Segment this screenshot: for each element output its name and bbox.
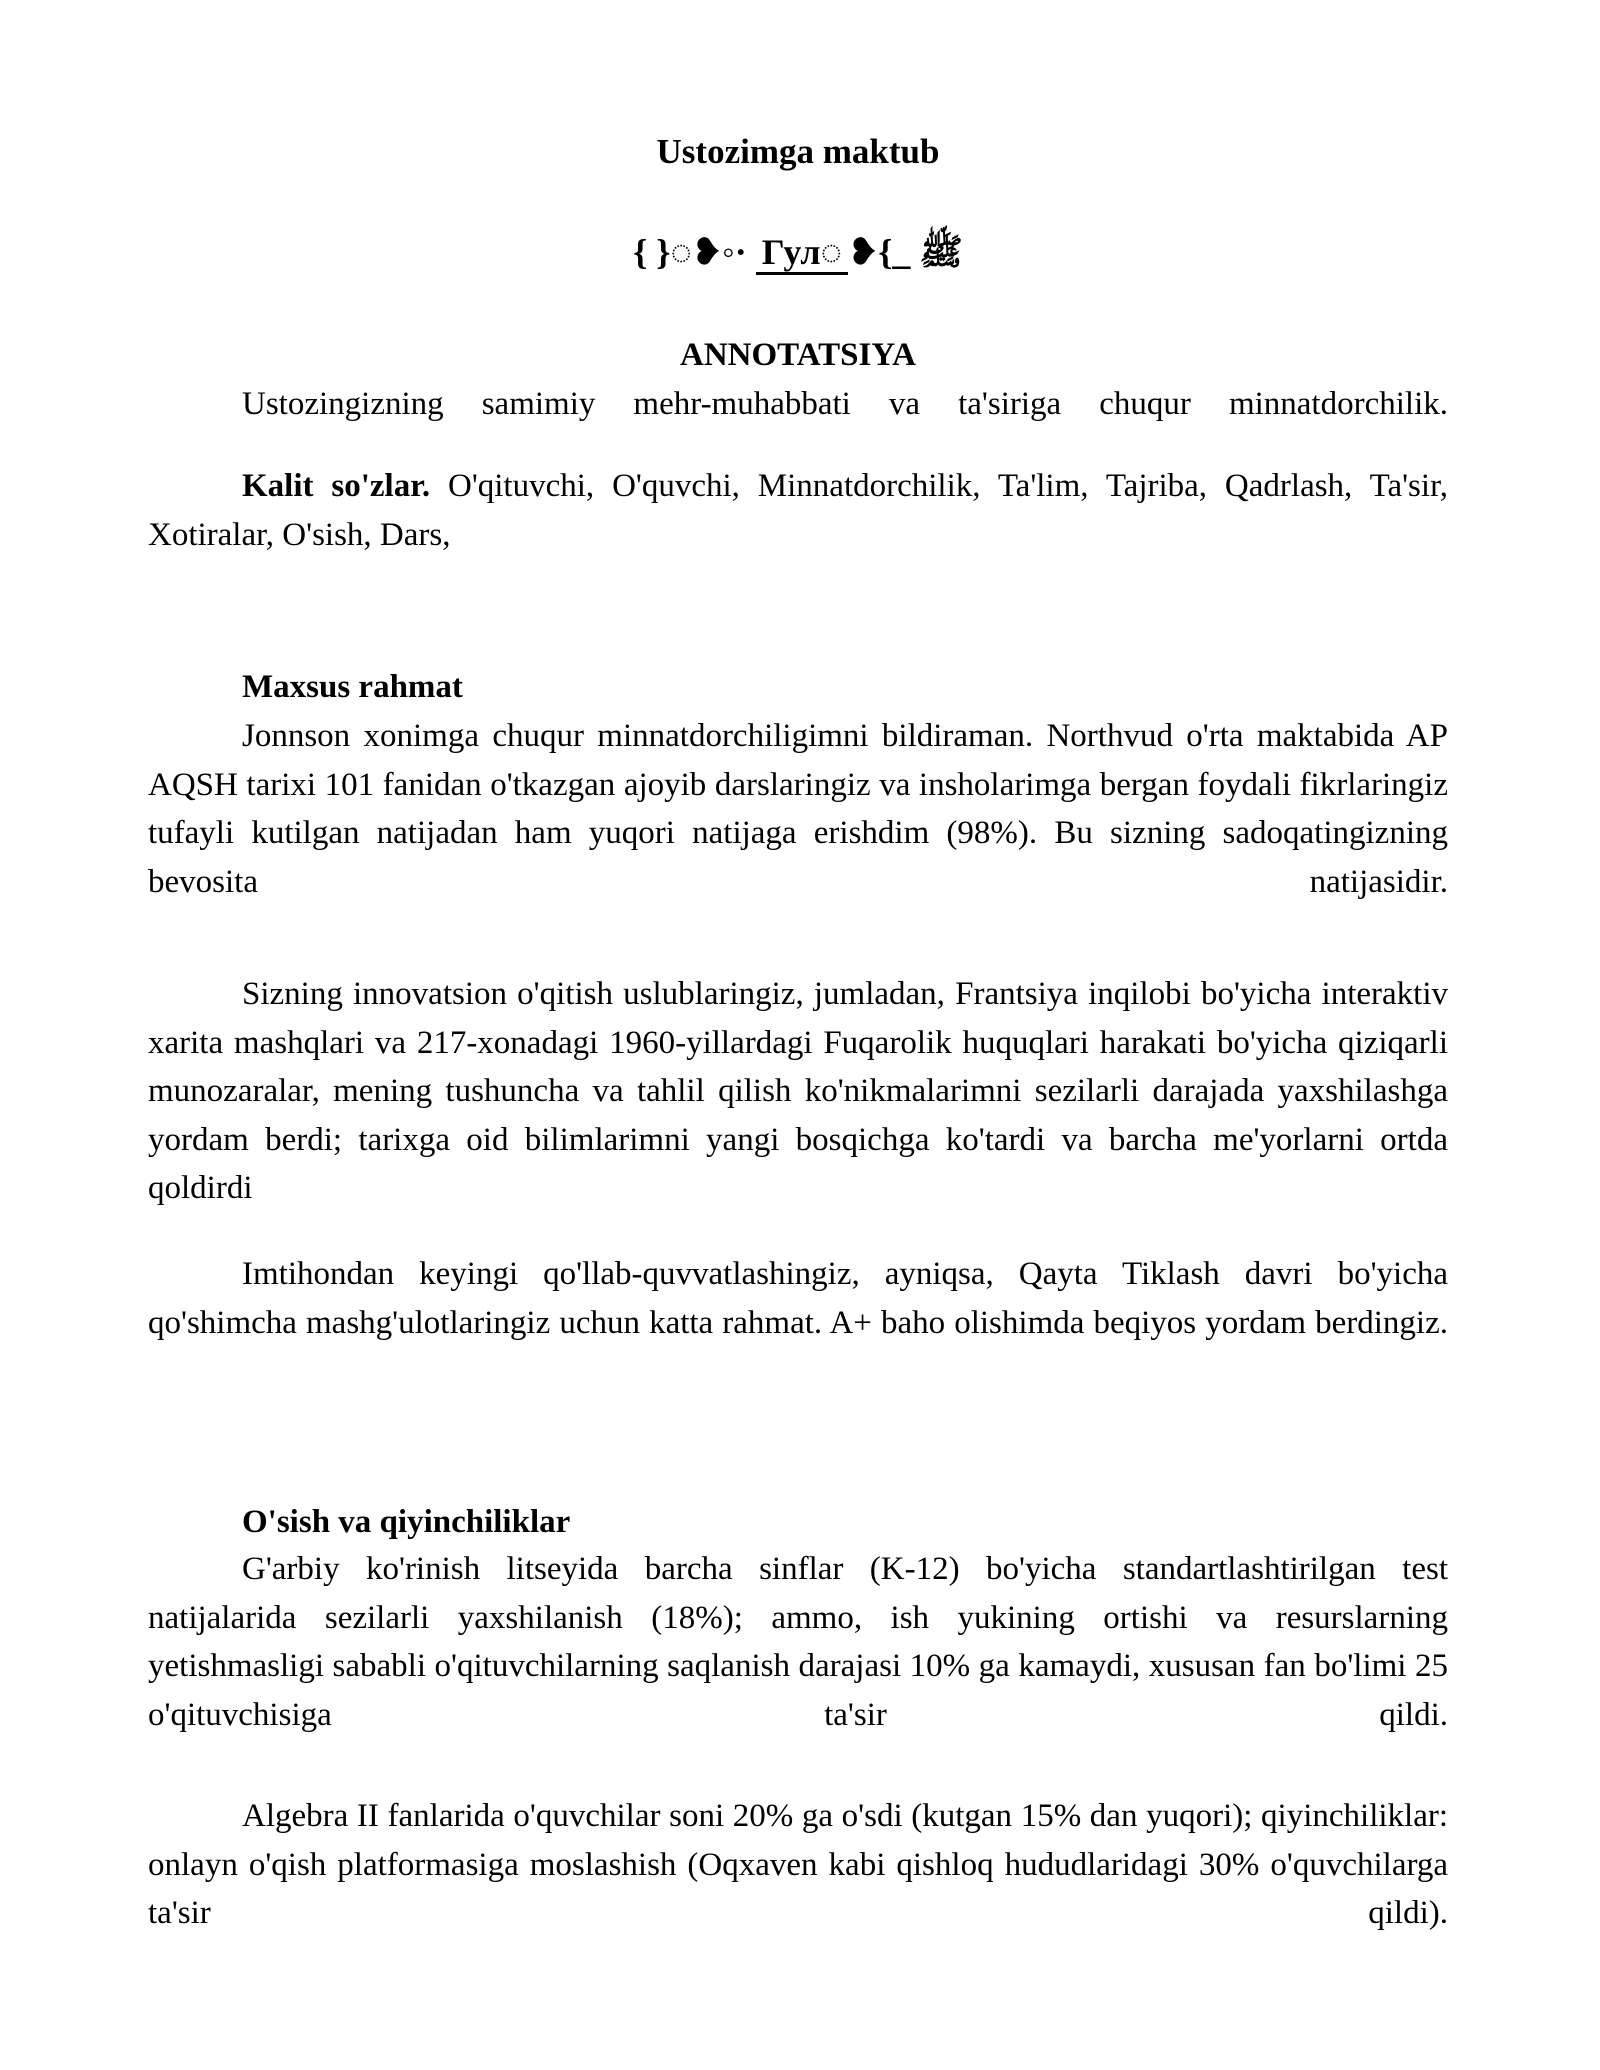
paragraph: Algebra II fanlarida o'quvchilar soni 20% ga o'sdi (kutgan 15% dan yuqori); qiyinchiliklar: onlayn o'qish platformasiga moslashish (Oqxaven kabi qishloq hududlaridagi 30% o'quvchilarga ta'sir qildi). (148, 1798, 1448, 1931)
keywords-text: O'qituvchi, O'quvchi, Minnatdorchilik, Ta'lim, Tajriba, Qadrlash, Ta'sir, Xotiralar, O'sish, Dars, (148, 468, 1448, 553)
paragraph: Jonnson xonimga chuqur minnatdorchiligimni bildiraman. Northvud o'rta maktabida AP AQSH tarixi 101 fanidan o'tkazgan ajoyib darslaringiz va insholarimga bergan foydali fikrlaringiz tufayli kutilgan natijadan ham yuqori natijaga erishdim (98%). Bu sizning sadoqatingizning bevosita natijasidir. (148, 718, 1448, 900)
section-heading-growth: O'sish va qiyinchiliklar (242, 1504, 571, 1540)
keywords-label: Kalit so'zlar. (242, 468, 431, 504)
document-title: Ustozimga maktub (656, 132, 940, 171)
author-line (148, 228, 1448, 276)
section-heading-thanks: Maxsus rahmat (242, 669, 463, 705)
author-prefix: { }◌❥◦· (633, 232, 756, 272)
keywords-paragraph (148, 462, 1448, 559)
paragraph: Imtihondan keyingi qo'llab-quvvatlashingiz, ayniqsa, Qayta Tiklash davri bo'yicha qo'shimcha mashg'ulotlaringiz uchun katta rahmat. A+ baho olishimda beqiyos yordam berdingiz. (148, 1256, 1448, 1341)
annotation-heading: ANNOTATSIYA (680, 337, 916, 373)
paragraph: G'arbiy ko'rinish litseyida barcha sinflar (K-12) bo'yicha standartlashtirilgan test natijalarida sezilarli yaxshilanish (18%); ammo, ish yukining ortishi va resurslarning yetishmasligi sababli o'qituvchilarning saqlanish darajasi 10% ga kamaydi, xususan fan bo'limi 25 o'qituvchisiga ta'sir qildi. (148, 1551, 1448, 1733)
author-suffix: ❥{_ ﷺ (848, 232, 963, 272)
author-name: Гул◌ (756, 232, 848, 275)
annotation-text: Ustozingizning samimiy mehr-muhabbati va ta'siriga chuqur minnatdorchilik. (242, 386, 1448, 422)
paragraph: Sizning innovatsion o'qitish uslublaringiz, jumladan, Frantsiya inqilobi bo'yicha interaktiv xarita mashqlari va 217-xonadagi 1960-yillardagi Fuqarolik huquqlari harakati bo'yicha qiziqarli munozaralar, mening tushuncha va tahlil qilish ko'nikmalarimni sezilarli darajada yaxshilashga yordam berdi; tarixga oid bilimlarimni yangi bosqichga ko'tardi va barcha me'yorlarni ortda qoldirdi (148, 976, 1448, 1206)
